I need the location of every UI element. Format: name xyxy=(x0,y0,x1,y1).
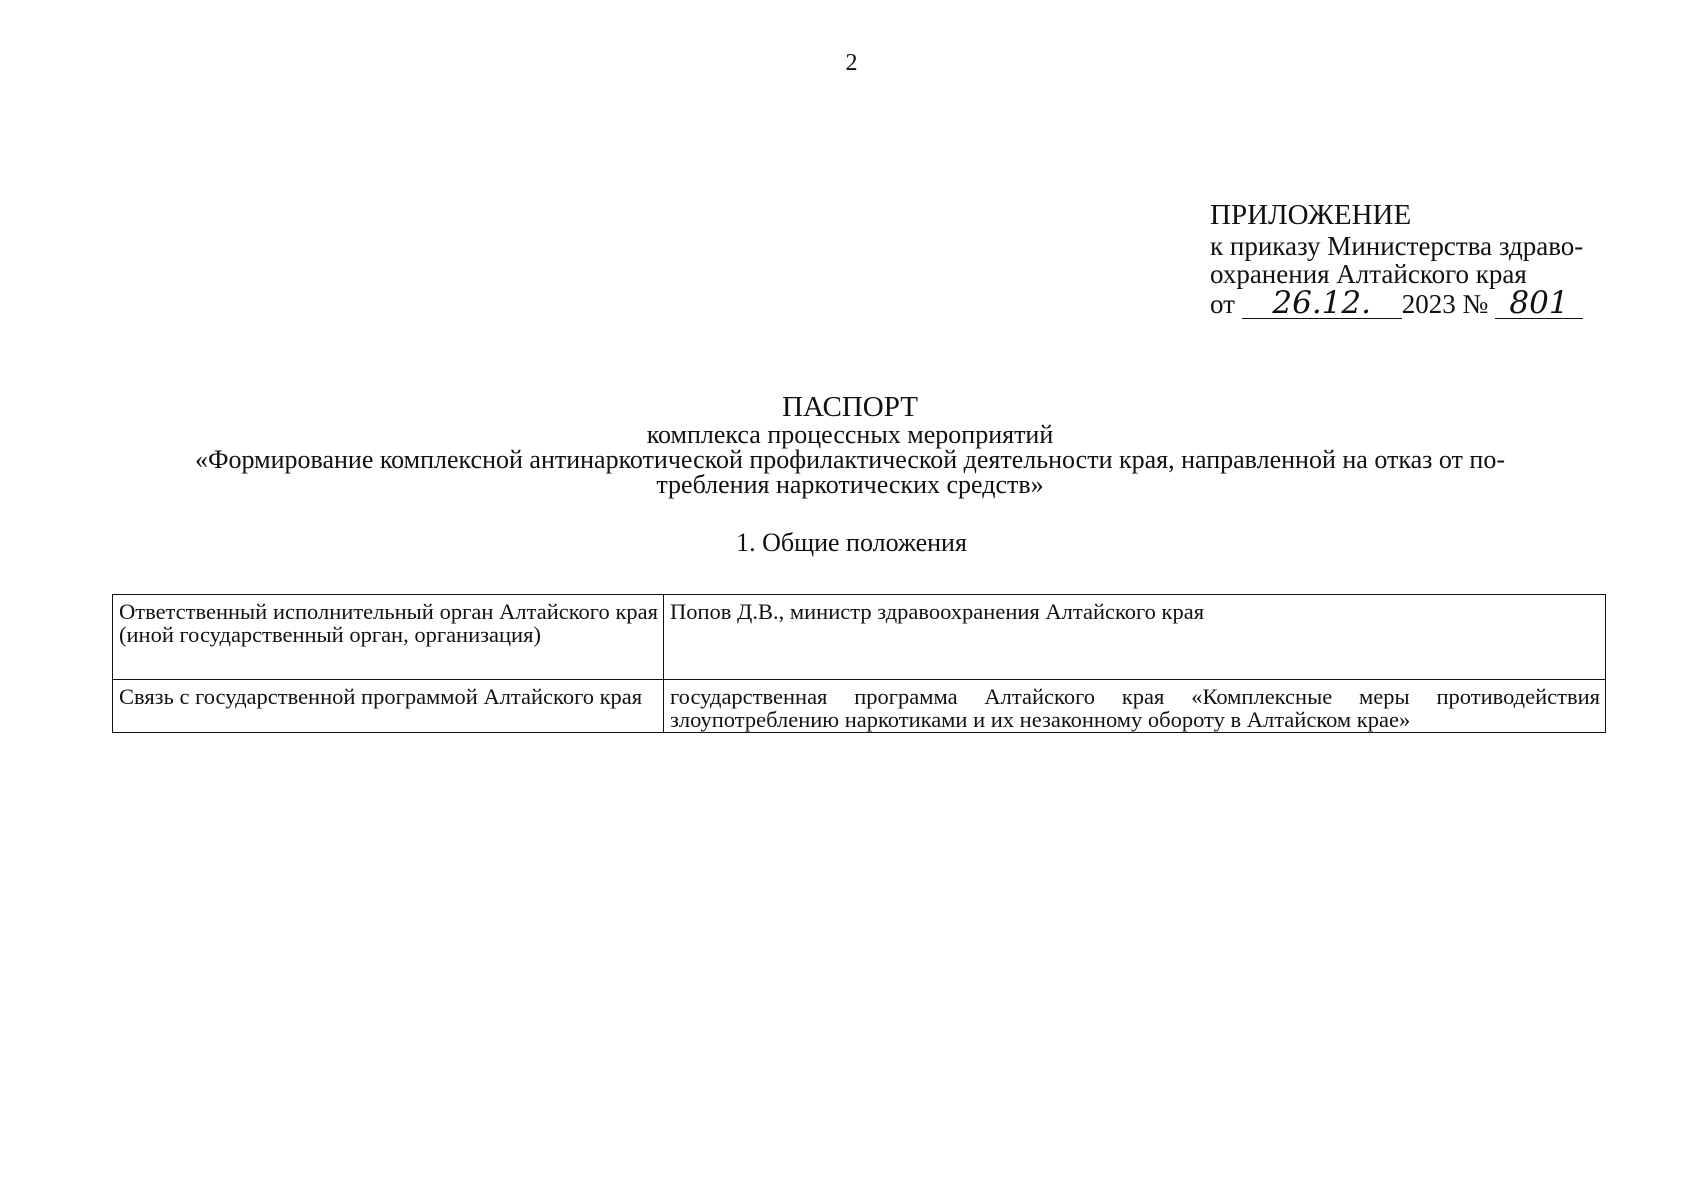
appendix-date-line xyxy=(1210,285,1630,321)
passport-name-line-2: требления наркотических средств» xyxy=(656,470,1044,499)
table-cell-label: Ответственный исполнительный орган Алтайского края (иной государственный орган, организация) xyxy=(113,595,664,680)
appendix-block xyxy=(1210,198,1630,319)
passport-title: ПАСПОРТ xyxy=(782,391,918,423)
table-row xyxy=(113,595,1606,680)
appendix-line-2: охранения Алтайского края xyxy=(1210,259,1527,289)
appendix-heading: ПРИЛОЖЕНИЕ xyxy=(1210,199,1412,231)
table-row xyxy=(113,680,1606,733)
date-prefix: от xyxy=(1210,289,1235,319)
passport-name-line-1: «Формирование комплексной антинаркотической профилактической деятельности края, направленной на отказ от по- xyxy=(195,445,1505,474)
table-cell-value: государственная программа Алтайского края «Комплексные меры противодействия злоупотреблению наркотиками и их незаконному обороту в Алтайском крае» xyxy=(664,680,1606,733)
handwritten-order-number: 801 xyxy=(1495,288,1583,319)
passport-subtitle: комплекса процессных мероприятий xyxy=(646,420,1054,449)
handwritten-date: 26.12. xyxy=(1242,288,1402,319)
section-heading: 1. Общие положения xyxy=(736,528,967,557)
year-text: 2023 № xyxy=(1401,289,1489,319)
page-number: 2 xyxy=(845,50,858,76)
passport-title-block xyxy=(110,392,1590,497)
table-cell-value: Попов Д.В., министр здравоохранения Алтайского края xyxy=(664,595,1606,680)
appendix-line-1: к приказу Министерства здраво- xyxy=(1210,231,1584,261)
table-cell-label: Связь с государственной программой Алтайского края xyxy=(113,680,664,733)
general-provisions-table xyxy=(112,594,1606,733)
